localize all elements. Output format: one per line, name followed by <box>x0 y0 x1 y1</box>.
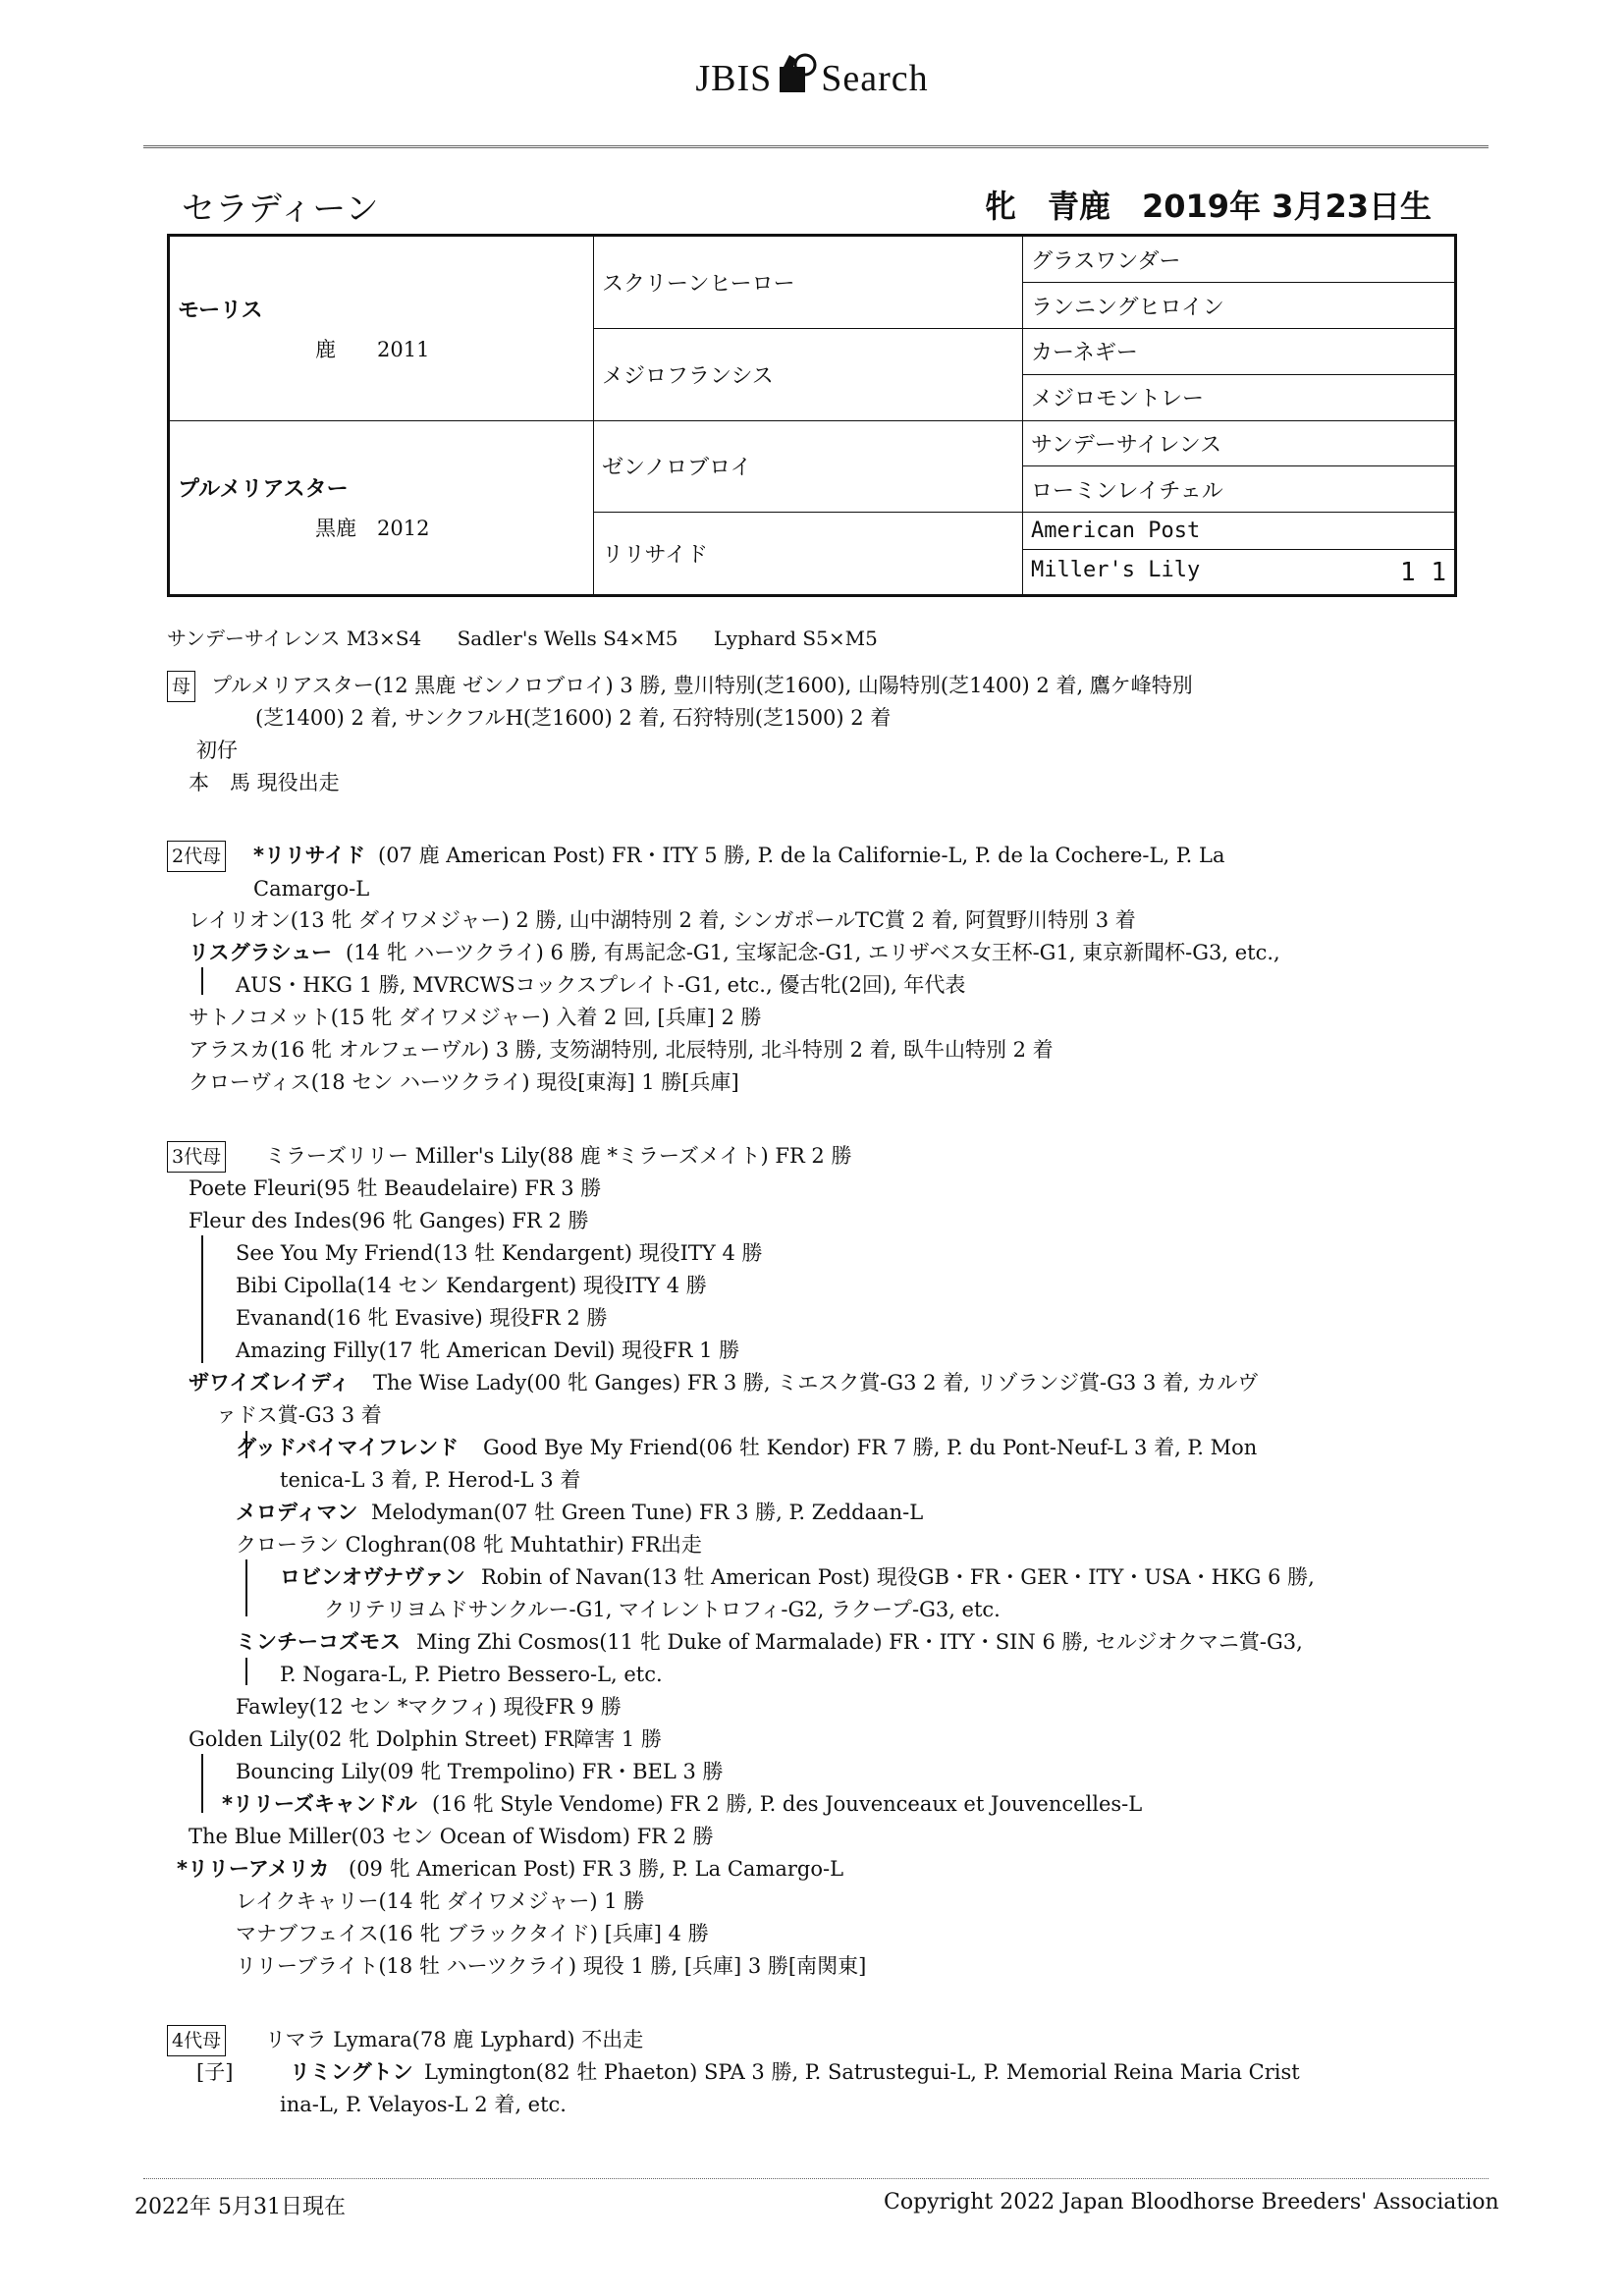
inbreeding-1: サンデーサイレンス M3×S4 <box>167 627 422 650</box>
horse-name-bold: リミングトン <box>290 2060 413 2084</box>
tree-bar <box>201 967 203 995</box>
family-line: 初仔 <box>196 738 238 762</box>
family-line: [子] <box>196 2060 234 2084</box>
family-line: (14 牝 ハーツクライ) 6 勝, 有馬記念-G1, 宝塚記念-G1, エリザベス女王杯-G1, 東京新聞杯-G3, etc., <box>346 941 1280 964</box>
sire-sire: スクリーンヒーロー <box>594 236 1023 329</box>
family-line: サトノコメット(15 牝 ダイワメジャー) 入着 2 回, [兵庫] 2 勝 <box>189 1006 762 1029</box>
dam-name: プルメリアスター <box>178 477 349 503</box>
family-line: プルメリアスター(12 黒鹿 ゼンノロブロイ) 3 勝, 豊川特別(芝1600), 山陽特別(芝1400) 2 着, 鷹ケ峰特別 <box>211 674 1193 697</box>
family-line: The Wise Lady(00 牝 Ganges) FR 3 勝, ミエスク賞-G3 2 着, リゾランジ賞-G3 3 着, カルヴ <box>373 1371 1259 1394</box>
family-line: リマラ Lymara(78 鹿 Lyphard) 不出走 <box>265 2028 644 2051</box>
pedigree-marker: 1 1 <box>1400 557 1446 587</box>
inbreeding-2: Sadler's Wells S4×M5 <box>457 627 678 650</box>
dam-cell <box>169 420 594 595</box>
family-line: レイクキャリー(14 牝 ダイワメジャー) 1 勝 <box>236 1889 645 1913</box>
section-label: 3代母 <box>167 1141 226 1173</box>
family-line: レイリオン(13 牝 ダイワメジャー) 2 勝, 山中湖特別 2 着, シンガポールTC賞 2 着, 阿賀野川特別 3 着 <box>189 908 1136 932</box>
family-line: クリテリヨムドサンクルー-G1, マイレントロフィ-G2, ラクープ-G3, etc. <box>324 1598 1001 1621</box>
tree-bar <box>201 1235 203 1363</box>
inbreeding-line <box>167 623 907 651</box>
gen3-4: メジロモントレー <box>1023 374 1456 420</box>
horse-name-bold: ザワイズレイディ <box>189 1371 351 1394</box>
family-line: ァドス賞-G3 3 着 <box>216 1403 382 1427</box>
horse-name-bold: *リリーアメリカ <box>177 1857 330 1881</box>
gen3-1: グラスワンダー <box>1023 236 1456 283</box>
horse-sex-color-birthdate: 牝 青鹿 2019年 3月23日生 <box>985 188 1433 225</box>
horse-name-bold: *リリサイド <box>253 844 366 867</box>
header-rule <box>143 145 1489 148</box>
family-line: P. Nogara-L, P. Pietro Bessero-L, etc. <box>280 1663 663 1686</box>
dam-sire: ゼンノロブロイ <box>594 420 1023 513</box>
dam-detail: 黒鹿 2012 <box>315 517 430 541</box>
sire-cell <box>169 236 594 421</box>
gen3-8-name: Miller's Lily <box>1031 557 1201 582</box>
tree-bar <box>245 1658 247 1685</box>
tree-bar <box>245 1431 247 1458</box>
jbis-logo <box>0 49 1624 100</box>
family-line: (芝1400) 2 着, サンクフルH(芝1600) 2 着, 石狩特別(芝1500) 2 着 <box>255 706 892 730</box>
family-line: Evanand(16 牝 Evasive) 現役FR 2 勝 <box>236 1306 608 1330</box>
family-line: Lymington(82 牡 Phaeton) SPA 3 勝, P. Satrustegui-L, P. Memorial Reina Maria Crist <box>424 2060 1300 2084</box>
horse-search-icon <box>774 49 819 94</box>
section-label: 2代母 <box>167 841 226 872</box>
pedigree-table <box>167 234 1457 597</box>
section-label: 母 <box>167 671 195 702</box>
gen3-2: ランニングヒロイン <box>1023 283 1456 329</box>
horse-name-bold: *リリーズキャンドル <box>222 1792 417 1816</box>
sire-name: モーリス <box>178 298 263 323</box>
gen3-3: カーネギー <box>1023 329 1456 375</box>
family-line: マナブフェイス(16 牝 ブラックタイド) [兵庫] 4 勝 <box>236 1922 709 1945</box>
family-line: ミラーズリリー Miller's Lily(88 鹿 *ミラーズメイト) FR 2 勝 <box>265 1144 852 1168</box>
family-line: ina-L, P. Velayos-L 2 着, etc. <box>280 2093 567 2116</box>
logo-brand: JBIS <box>695 58 773 99</box>
family-line: tenica-L 3 着, P. Herod-L 3 着 <box>280 1468 581 1492</box>
family-line: Bouncing Lily(09 牝 Trempolino) FR・BEL 3 勝 <box>236 1760 724 1783</box>
family-line: リリーブライト(18 牡 ハーツクライ) 現役 1 勝, [兵庫] 3 勝[南関東] <box>236 1954 867 1978</box>
dam-dam: リリサイド <box>594 513 1023 596</box>
family-line: Ming Zhi Cosmos(11 牝 Duke of Marmalade) FR・ITY・SIN 6 勝, セルジオクマニ賞-G3, <box>416 1630 1303 1654</box>
family-line: Fleur des Indes(96 牝 Ganges) FR 2 勝 <box>189 1209 589 1232</box>
horse-name-bold: ミンチーコズモス <box>236 1630 401 1654</box>
inbreeding-3: Lyphard S5×M5 <box>713 627 878 650</box>
gen3-6: ローミンレイチェル <box>1023 466 1456 513</box>
family-line: See You My Friend(13 牡 Kendargent) 現役ITY 4 勝 <box>236 1241 763 1265</box>
section-label: 4代母 <box>167 2025 226 2056</box>
family-line: 本 馬 現役出走 <box>189 771 340 794</box>
tree-bar <box>245 1559 247 1616</box>
horse-name-bold: ロビンオヴナヴァン <box>280 1565 465 1589</box>
family-line: Good Bye My Friend(06 牡 Kendor) FR 7 勝, P. du Pont-Neuf-L 3 着, P. Mon <box>483 1436 1258 1459</box>
gen3-5: サンデーサイレンス <box>1023 420 1456 466</box>
family-line: Melodyman(07 牡 Green Tune) FR 3 勝, P. Zeddaan-L <box>371 1501 924 1524</box>
family-line: Robin of Navan(13 牡 American Post) 現役GB・FR・GER・ITY・USA・HKG 6 勝, <box>481 1565 1315 1589</box>
family-line: Camargo-L <box>253 877 370 901</box>
family-line: The Blue Miller(03 セン Ocean of Wisdom) FR 2 勝 <box>189 1825 714 1848</box>
sire-dam: メジロフランシス <box>594 329 1023 421</box>
family-line: クローラン Cloghran(08 牝 Muhtathir) FR出走 <box>236 1533 702 1557</box>
family-line: (07 鹿 American Post) FR・ITY 5 勝, P. de la Californie-L, P. de la Cochere-L, P. La <box>378 844 1225 867</box>
gen3-8 <box>1023 550 1456 596</box>
footer-rule <box>143 2178 1489 2179</box>
horse-name: セラディーン <box>182 190 379 229</box>
horse-name-bold: リスグラシュー <box>189 941 333 964</box>
family-line: (16 牝 Style Vendome) FR 2 勝, P. des Jouvenceaux et Jouvencelles-L <box>432 1792 1143 1816</box>
footer-date: 2022年 5月31日現在 <box>135 2195 346 2219</box>
family-line: Poete Fleuri(95 牡 Beaudelaire) FR 3 勝 <box>189 1176 602 1200</box>
horse-name-bold: グッドバイマイフレンド <box>236 1436 460 1459</box>
family-line: Fawley(12 セン *マクフィ) 現役FR 9 勝 <box>236 1695 622 1719</box>
family-line: Golden Lily(02 牝 Dolphin Street) FR障害 1 勝 <box>189 1727 662 1751</box>
family-line: クローヴィス(18 セン ハーツクライ) 現役[東海] 1 勝[兵庫] <box>189 1070 739 1094</box>
family-line: (09 牝 American Post) FR 3 勝, P. La Camargo-L <box>349 1857 844 1881</box>
family-line: アラスカ(16 牝 オルフェーヴル) 3 勝, 支笏湖特別, 北辰特別, 北斗特別 2 着, 臥牛山特別 2 着 <box>189 1038 1054 1062</box>
gen3-7: American Post <box>1023 513 1456 550</box>
sire-detail: 鹿 2011 <box>315 337 430 361</box>
horse-name-bold: メロディマン <box>236 1501 358 1524</box>
footer-copyright: Copyright 2022 Japan Bloodhorse Breeders' Association <box>884 2190 1499 2214</box>
family-line: AUS・HKG 1 勝, MVRCWSコックスプレイト-G1, etc., 優古牝(2回), 年代表 <box>236 973 966 997</box>
family-line: Amazing Filly(17 牝 American Devil) 現役FR 1 勝 <box>236 1339 740 1362</box>
logo-search: Search <box>821 58 929 99</box>
family-line: Bibi Cipolla(14 セン Kendargent) 現役ITY 4 勝 <box>236 1274 707 1297</box>
tree-bar <box>201 1754 203 1813</box>
